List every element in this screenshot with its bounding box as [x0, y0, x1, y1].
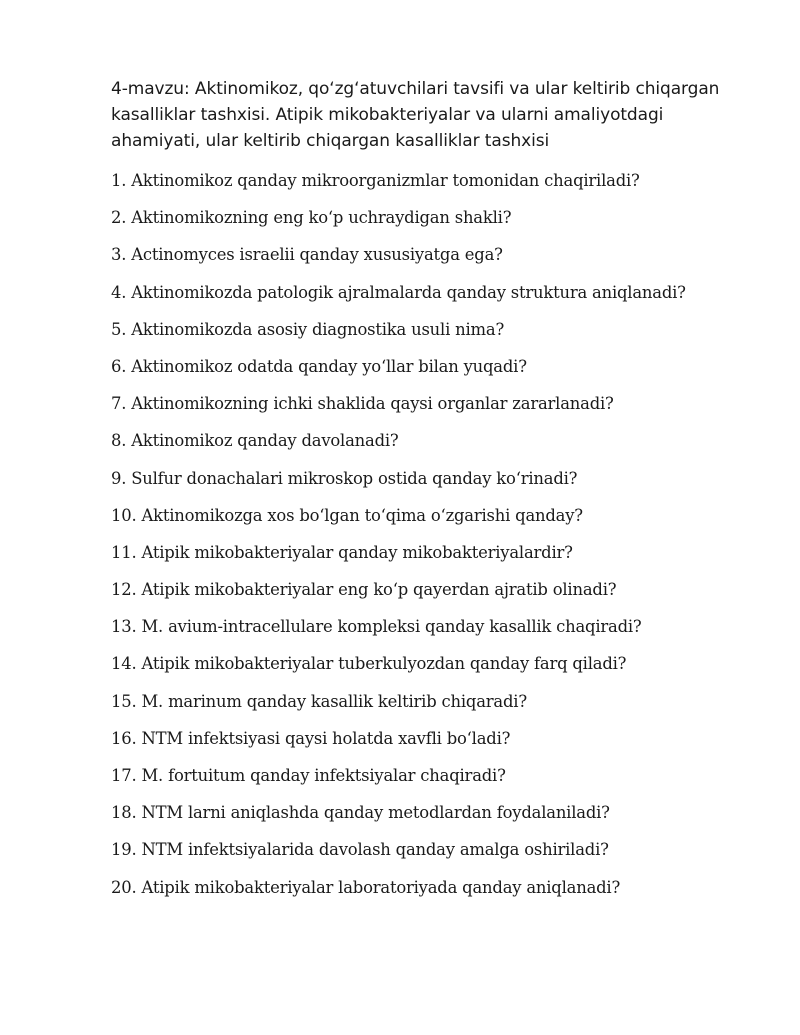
question-item: 14. Atipik mikobakteriyalar tuberkulyozdan qanday farq qiladi?	[111, 654, 627, 674]
topic-heading	[111, 76, 771, 154]
question-item: 9. Sulfur donachalari mikroskop ostida qanday ko‘rinadi?	[111, 468, 578, 488]
question-item: 7. Aktinomikozning ichki shaklida qaysi organlar zararlanadi?	[111, 394, 614, 414]
heading-line-2: kasalliklar tashxisi. Atipik mikobakteriyalar va ularni amaliyotdagi	[111, 105, 664, 125]
question-item: 5. Aktinomikozda asosiy diagnostika usuli nima?	[111, 319, 505, 339]
question-item: 11. Atipik mikobakteriyalar qanday mikobakteriyalardir?	[111, 542, 573, 562]
question-item: 15. M. marinum qanday kasallik keltirib chiqaradi?	[111, 691, 527, 711]
heading-line-3: ahamiyati, ular keltirib chiqargan kasalliklar tashxisi	[111, 131, 550, 151]
question-item: 18. NTM larni aniqlashda qanday metodlardan foydalaniladi?	[111, 803, 610, 823]
question-item: 6. Aktinomikoz odatda qanday yo‘llar bilan yuqadi?	[111, 356, 527, 376]
question-list	[111, 162, 771, 906]
question-item: 1. Aktinomikoz qanday mikroorganizmlar tomonidan chaqiriladi?	[111, 171, 640, 190]
question-item: 16. NTM infektsiyasi qaysi holatda xavfli bo‘ladi?	[111, 728, 511, 748]
question-item: 12. Atipik mikobakteriyalar eng ko‘p qayerdan ajratib olinadi?	[111, 580, 617, 600]
document-page	[111, 76, 771, 906]
question-item: 4. Aktinomikozda patologik ajralmalarda qanday struktura aniqlanadi?	[111, 282, 686, 302]
question-item: 19. NTM infektsiyalarida davolash qanday amalga oshiriladi?	[111, 840, 609, 860]
question-item: 13. M. avium-intracellulare kompleksi qanday kasallik chaqiradi?	[111, 617, 642, 637]
question-item: 17. M. fortuitum qanday infektsiyalar chaqiradi?	[111, 766, 506, 785]
question-item: 20. Atipik mikobakteriyalar laboratoriyada qanday aniqlanadi?	[111, 877, 621, 897]
question-item: 2. Aktinomikozning eng ko‘p uchraydigan shakli?	[111, 208, 512, 228]
question-item: 3. Actinomyces israelii qanday xususiyatga ega?	[111, 245, 503, 265]
question-item: 10. Aktinomikozga xos bo‘lgan to‘qima o‘zgarishi qanday?	[111, 505, 583, 525]
heading-line-1: 4-mavzu: Aktinomikoz, qo‘zg‘atuvchilari tavsifi va ular keltirib chiqargan	[111, 79, 720, 99]
question-item: 8. Aktinomikoz qanday davolanadi?	[111, 431, 399, 451]
